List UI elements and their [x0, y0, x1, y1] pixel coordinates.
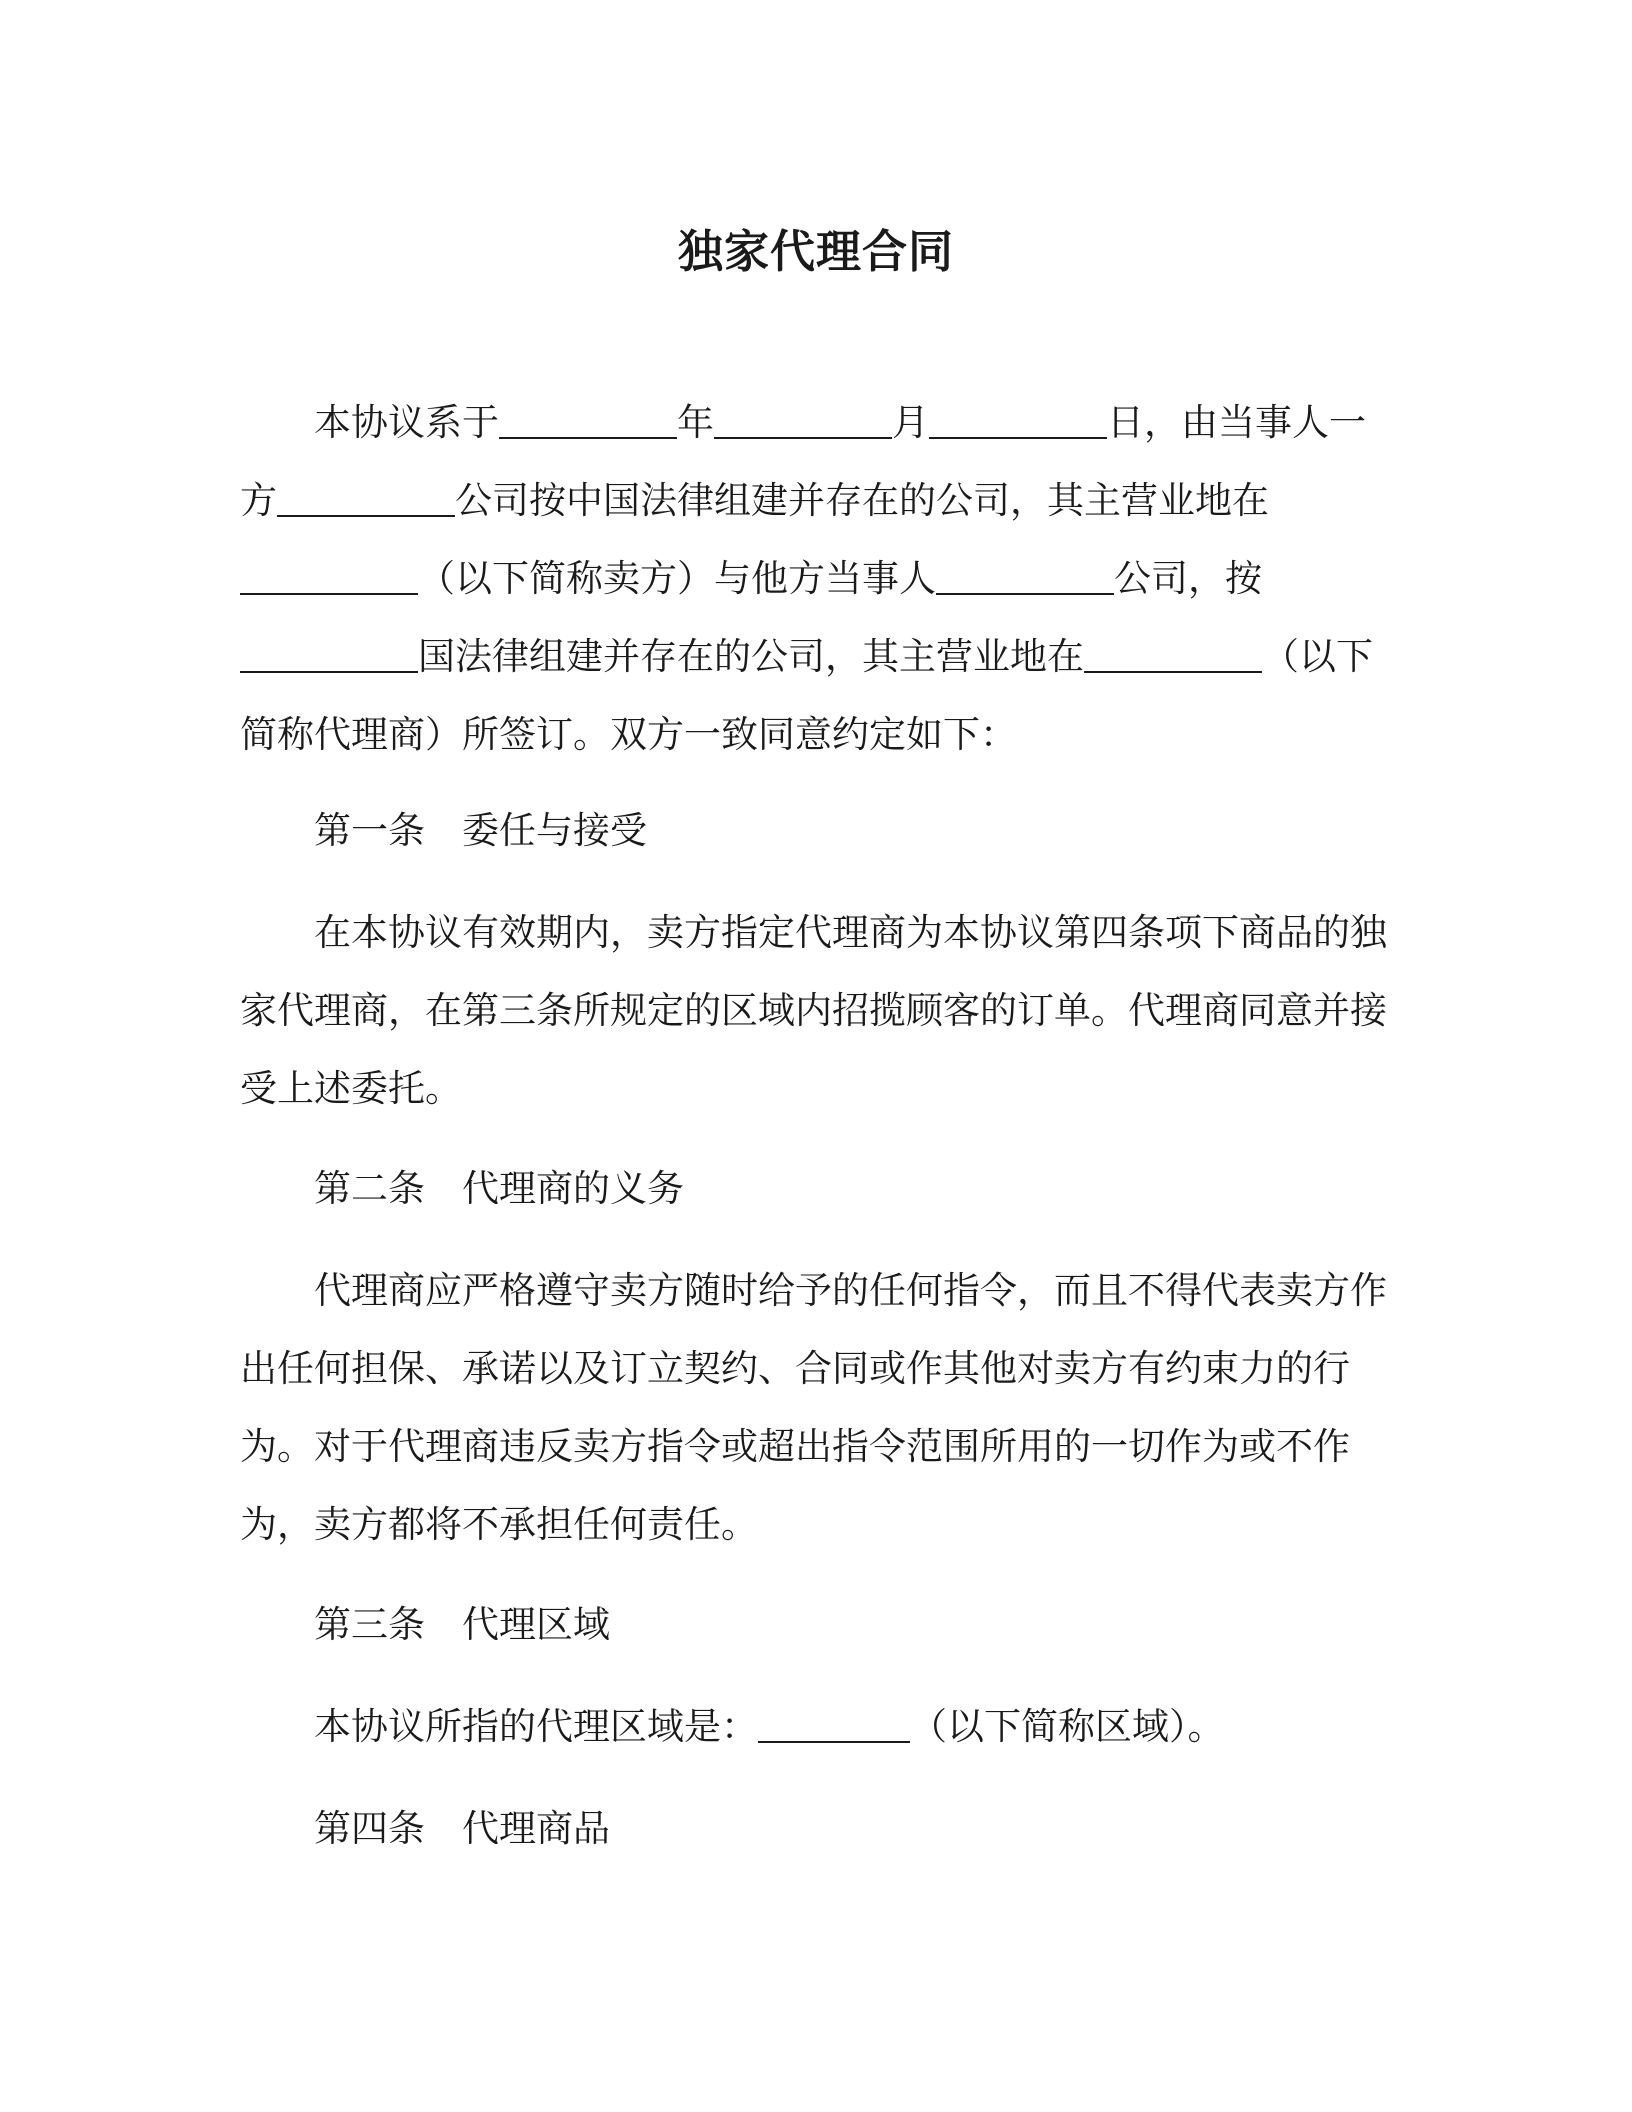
article-1-body: 在本协议有效期内，卖方指定代理商为本协议第四条项下商品的独家代理商，在第三条所规定的区域内招揽顾客的订单。代理商同意并接受上述委托。 — [240, 911, 1387, 1110]
intro-text-6: （以下简称卖方）与他方当事人 — [418, 557, 936, 600]
day-blank[interactable] — [929, 403, 1107, 439]
intro-text-9: （以下简称代理商）所签订。双方一致同意约定如下： — [240, 635, 1373, 756]
article-3-heading: 第三条 代理区域 — [314, 1603, 610, 1646]
article-3-heading-block — [240, 1586, 1392, 1664]
intro-text-1: 本协议系于 — [314, 401, 499, 444]
intro-text-3: 月 — [892, 401, 929, 444]
agent-company-blank[interactable] — [936, 559, 1114, 595]
article-2-heading-block — [240, 1150, 1392, 1228]
article-4-heading: 第四条 代理商品 — [314, 1807, 610, 1850]
intro-paragraph — [240, 384, 1392, 774]
month-blank[interactable] — [714, 403, 892, 439]
agent-country-blank[interactable] — [240, 637, 418, 673]
article-3-body-pre: 本协议所指的代理区域是： — [314, 1705, 758, 1748]
article-3-body-block — [240, 1688, 1392, 1766]
intro-text-2: 年 — [677, 401, 714, 444]
intro-text-5: 公司按中国法律组建并存在的公司，其主营业地在 — [455, 479, 1269, 522]
agent-address-blank[interactable] — [1084, 637, 1262, 673]
article-1-heading-block — [240, 792, 1392, 870]
intro-text-4: 日，由当事人一方 — [240, 401, 1366, 522]
article-2-heading: 第二条 代理商的义务 — [314, 1167, 684, 1210]
area-blank[interactable] — [758, 1707, 910, 1743]
article-2-body: 代理商应严格遵守卖方随时给予的任何指令，而且不得代表卖方作出任何担保、承诺以及订立契约、合同或作其他对卖方有约束力的行为。对于代理商违反卖方指令或超出指令范围所用的一切作为或不作为，卖方都将不承担任何责任。 — [240, 1269, 1387, 1546]
intro-text-8: 国法律组建并存在的公司，其主营业地在 — [418, 635, 1084, 678]
article-1-body-block — [240, 894, 1392, 1128]
year-blank[interactable] — [499, 403, 677, 439]
article-2-body-block — [240, 1252, 1392, 1564]
article-1-heading: 第一条 委任与接受 — [314, 809, 647, 852]
article-3-body-post: （以下简称区域）。 — [910, 1705, 1225, 1748]
seller-address-blank[interactable] — [240, 559, 418, 595]
intro-text-7: 公司，按 — [1114, 557, 1262, 600]
document-title: 独家代理合同 — [677, 225, 954, 278]
article-4-heading-block — [240, 1790, 1392, 1868]
seller-company-blank[interactable] — [277, 481, 455, 517]
